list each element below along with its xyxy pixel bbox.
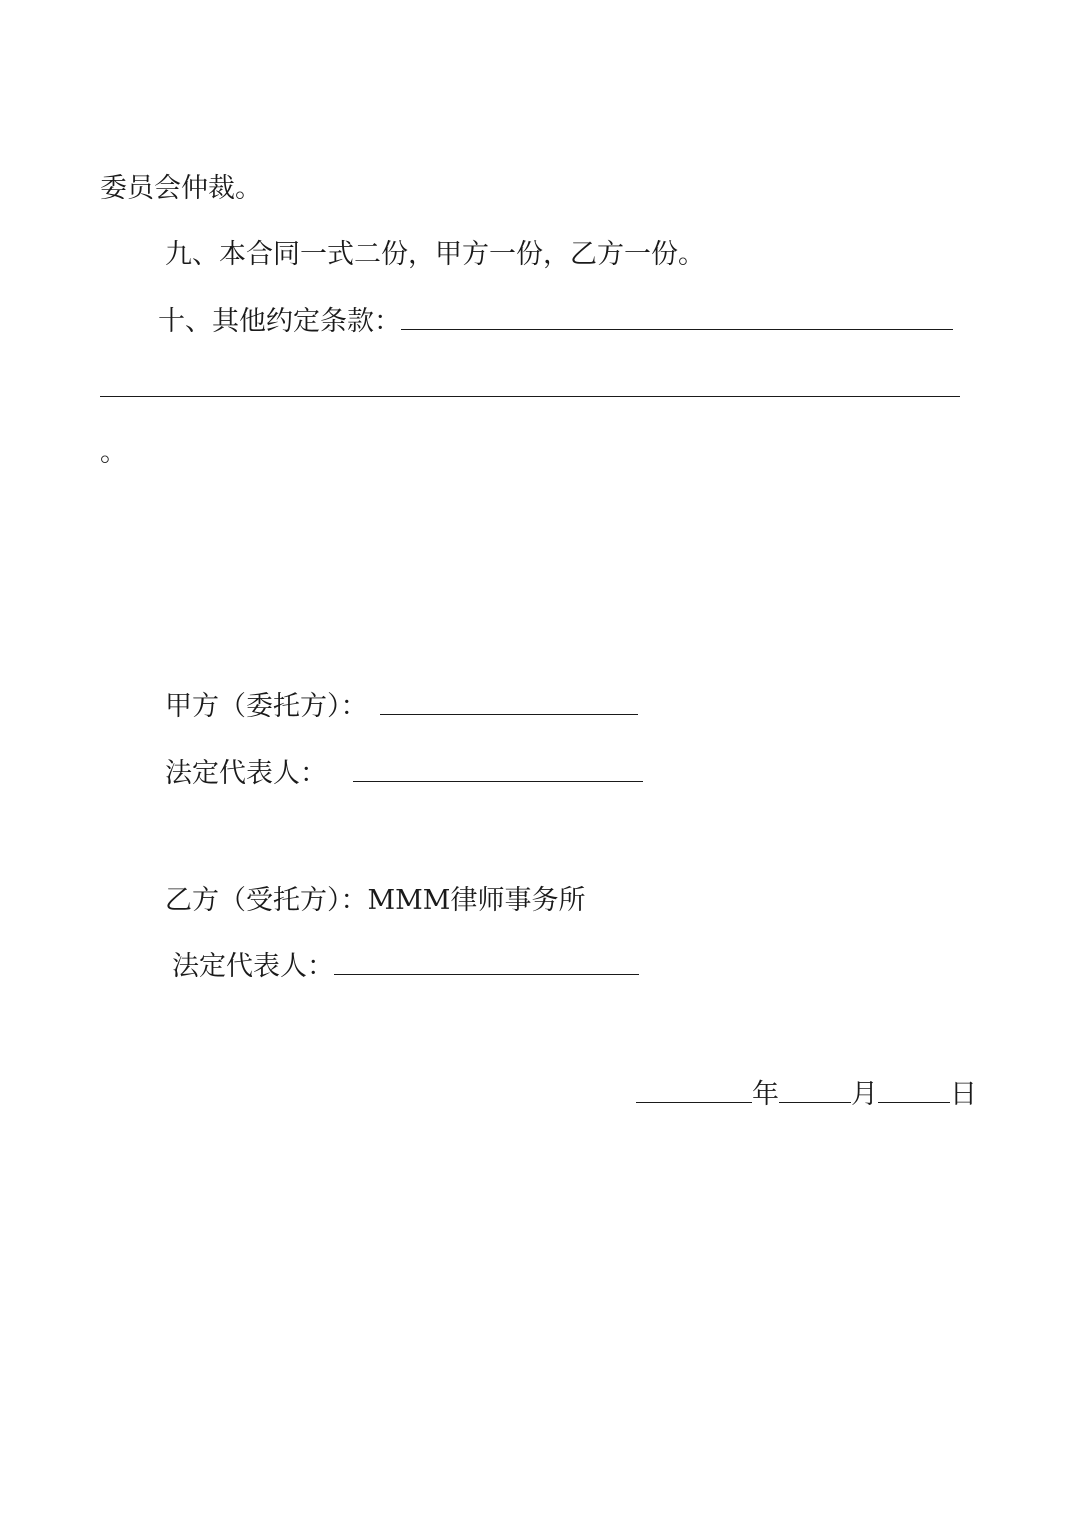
party-b-rep-row: [172, 950, 639, 984]
party-b-label: 乙方（受托方）：: [165, 885, 368, 916]
party-b-rep-label: 法定代表人：: [172, 951, 334, 982]
party-a-blank[interactable]: [380, 692, 638, 715]
clause-ten-blank[interactable]: [401, 307, 953, 330]
party-a-rep-row: [165, 757, 643, 791]
party-a-label: 甲方（委托方）：: [165, 691, 368, 722]
clause-ten-end: 。: [100, 437, 127, 468]
arbitration-line: 委员会仲裁。: [100, 173, 262, 204]
day-blank[interactable]: [878, 1080, 950, 1103]
date-row: [636, 1078, 977, 1112]
year-label: 年: [752, 1079, 779, 1110]
month-blank[interactable]: [779, 1080, 851, 1103]
party-b-name: MMM律师事务所: [367, 885, 586, 916]
clause-nine: 九、本合同一式二份，甲方一份，乙方一份。: [165, 239, 705, 270]
day-label: 日: [950, 1079, 977, 1110]
year-blank[interactable]: [636, 1080, 752, 1103]
party-a-row: [165, 690, 638, 724]
clause-ten: [158, 305, 953, 339]
month-label: 月: [851, 1079, 878, 1110]
clause-ten-blank-continued[interactable]: [100, 396, 960, 397]
party-b-row: [165, 884, 585, 918]
party-a-rep-blank[interactable]: [353, 759, 643, 782]
clause-ten-label: 十、其他约定条款：: [158, 306, 401, 337]
party-a-rep-label: 法定代表人：: [165, 758, 327, 789]
party-b-rep-blank[interactable]: [334, 952, 639, 975]
